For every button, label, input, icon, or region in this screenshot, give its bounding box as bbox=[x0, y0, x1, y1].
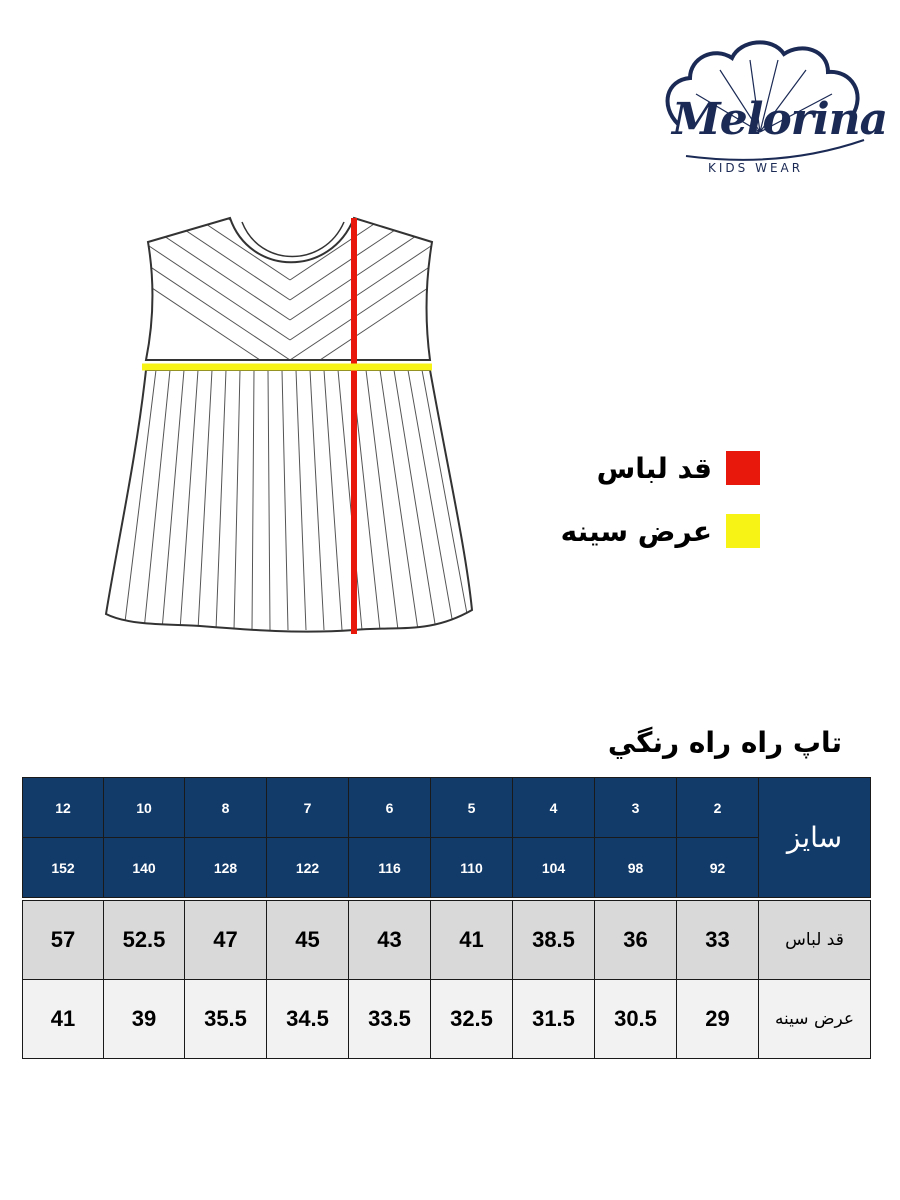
chest-value: 34.5 bbox=[267, 980, 349, 1059]
chest-value: 32.5 bbox=[431, 980, 513, 1059]
length-value: 47 bbox=[185, 901, 267, 980]
chest-value: 33.5 bbox=[349, 980, 431, 1059]
height-cell: 98 bbox=[595, 838, 677, 898]
product-title: تاپ راه راه رنگي bbox=[607, 726, 842, 759]
height-cell: 128 bbox=[185, 838, 267, 898]
length-value: 45 bbox=[267, 901, 349, 980]
length-value: 57 bbox=[23, 901, 104, 980]
height-row bbox=[23, 838, 871, 898]
length-value: 52.5 bbox=[104, 901, 185, 980]
length-value: 41 bbox=[431, 901, 513, 980]
age-cell: 2 bbox=[677, 778, 759, 838]
length-value: 36 bbox=[595, 901, 677, 980]
age-cell: 12 bbox=[23, 778, 104, 838]
table-row bbox=[23, 901, 871, 980]
chest-value: 35.5 bbox=[185, 980, 267, 1059]
legend-item-length bbox=[597, 451, 760, 485]
size-table bbox=[22, 777, 871, 1059]
row-label-chest: عرض سینه bbox=[759, 980, 871, 1059]
legend-swatch-red bbox=[726, 451, 760, 485]
chest-value: 39 bbox=[104, 980, 185, 1059]
length-value: 33 bbox=[677, 901, 759, 980]
age-row bbox=[23, 778, 871, 838]
length-value: 38.5 bbox=[513, 901, 595, 980]
height-cell: 140 bbox=[104, 838, 185, 898]
legend-swatch-yellow bbox=[726, 514, 760, 548]
brand-tagline: KIDS WEAR bbox=[708, 161, 804, 175]
age-cell: 3 bbox=[595, 778, 677, 838]
age-cell: 7 bbox=[267, 778, 349, 838]
age-cell: 6 bbox=[349, 778, 431, 838]
garment-sketch bbox=[100, 210, 480, 640]
height-cell: 110 bbox=[431, 838, 513, 898]
chest-value: 31.5 bbox=[513, 980, 595, 1059]
age-cell: 5 bbox=[431, 778, 513, 838]
legend-label-chest: عرض سینه bbox=[560, 514, 712, 548]
height-cell: 104 bbox=[513, 838, 595, 898]
table-row bbox=[23, 980, 871, 1059]
size-header-label: سایز bbox=[759, 778, 871, 898]
brand-name: Melorina bbox=[672, 94, 888, 145]
height-cell: 116 bbox=[349, 838, 431, 898]
age-cell: 8 bbox=[185, 778, 267, 838]
age-cell: 10 bbox=[104, 778, 185, 838]
age-cell: 4 bbox=[513, 778, 595, 838]
legend-item-chest bbox=[561, 514, 760, 548]
chest-value: 29 bbox=[677, 980, 759, 1059]
legend-label-length: قد لباس bbox=[596, 451, 712, 485]
height-cell: 152 bbox=[23, 838, 104, 898]
chest-value: 30.5 bbox=[595, 980, 677, 1059]
chest-value: 41 bbox=[23, 980, 104, 1059]
height-cell: 92 bbox=[677, 838, 759, 898]
row-label-length: قد لباس bbox=[759, 901, 871, 980]
height-cell: 122 bbox=[267, 838, 349, 898]
length-value: 43 bbox=[349, 901, 431, 980]
brand-logo bbox=[656, 36, 888, 186]
